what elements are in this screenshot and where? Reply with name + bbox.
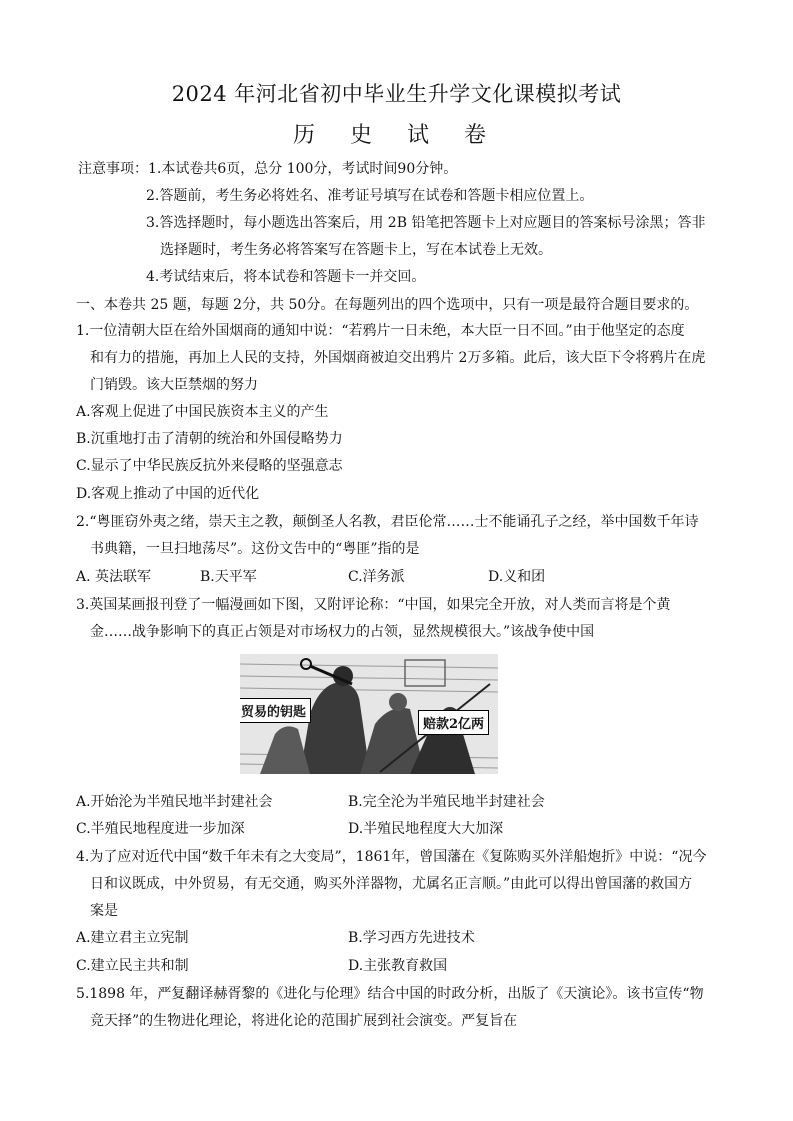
- cartoon-label-trade-key: 贸易的钥匙: [240, 698, 311, 723]
- question-2-option-c: C.洋务派: [348, 569, 405, 585]
- section-heading: 一、本卷共 25 题，每题 2分，共 50分。在每题列出的四个选项中，只有一项是最符合题目要求的。: [76, 297, 699, 313]
- question-5-line: 5.1898 年，严复翻译赫胥黎的《进化与伦理》结合中国的时政分析，出版了《天演论》。该书宣传“物: [76, 986, 704, 1002]
- question-2-line: 2.“粤匪窃外夷之绪，崇天主之教，颠倒圣人名教，君臣伦常……士不能诵孔子之经，举中国数千年诗: [76, 514, 699, 530]
- question-4-option-b: B.学习西方先进技术: [348, 930, 475, 946]
- question-2-line: 书典籍，一旦扫地荡尽”。这份文告中的“粤匪”指的是: [90, 541, 420, 557]
- question-3-line: 3.英国某画报刊登了一幅漫画如下图，又附评论称：“中国，如果完全开放，对人类而言将是个黄: [76, 597, 671, 613]
- question-4-line: 案是: [90, 903, 118, 919]
- question-4-option-d: D.主张教育救国: [348, 958, 448, 974]
- notice-label: 注意事项：: [78, 161, 148, 177]
- question-4-option-c: C.建立民主共和制: [76, 958, 189, 974]
- exam-subtitle: 历 史 试 卷: [293, 123, 500, 148]
- notice-item: 选择题时，考生务必将答案写在答题卡上，写在本试卷上无效。: [160, 242, 552, 258]
- notice-item: 1.本试卷共6页，总分 100分，考试时间90分钟。: [148, 161, 458, 177]
- question-2-option-b: B.天平军: [200, 569, 257, 585]
- political-cartoon-image: [240, 654, 498, 774]
- question-4-line: 日和议既成，中外贸易，有无交通，购买外洋器物，尤属名正言顺。”由此可以得出曾国藩的救国方: [90, 876, 693, 892]
- cartoon-label-indemnity: 赔款2亿两: [418, 710, 489, 735]
- question-3-option-a: A.开始沦为半殖民地半封建社会: [76, 794, 273, 810]
- question-5-line: 竞天择”的生物进化理论，将进化论的范围扩展到社会演变。严复旨在: [90, 1013, 518, 1029]
- question-3-option-c: C.半殖民地程度进一步加深: [76, 821, 245, 837]
- question-1-line: 门销毁。该大臣禁烟的努力: [90, 377, 258, 393]
- question-3-option-b: B.完全沦为半殖民地半封建社会: [348, 794, 545, 810]
- notice-item: 2.答题前，考生务必将姓名、准考证号填写在试卷和答题卡相应位置上。: [146, 188, 594, 204]
- question-2-option-a: A. 英法联军: [76, 569, 152, 585]
- question-1-option-d: D.客观上推动了中国的近代化: [76, 486, 260, 502]
- question-3-option-d: D.半殖民地程度大大加深: [348, 821, 504, 837]
- question-1-line: 1.一位清朝大臣在给外国烟商的通知中说：“若鸦片一日未绝，本大臣一日不回。”由于他坚定的态度: [76, 323, 685, 339]
- exam-title: 2024 年河北省初中毕业生升学文化课模拟考试: [171, 82, 622, 106]
- question-4-option-a: A.建立君主立宪制: [76, 930, 189, 946]
- question-2-option-d: D.义和团: [488, 569, 546, 585]
- question-4-line: 4.为了应对近代中国“数千年未有之大变局”，1861年，曾国藩在《复陈购买外洋船炮折》中说：“况今: [76, 849, 707, 865]
- question-1-option-b: B.沉重地打击了清朝的统治和外国侵略势力: [76, 431, 343, 447]
- question-1-line: 和有力的措施，再加上人民的支持，外国烟商被迫交出鸦片 2万多箱。此后，该大臣下令将鸦片在虎: [90, 350, 706, 366]
- notice-item: 3.答选择题时，每小题选出答案后，用 2B 铅笔把答题卡上对应题目的答案标号涂黑；答非: [146, 215, 706, 231]
- question-1-option-a: A.客观上促进了中国民族资本主义的产生: [76, 404, 329, 420]
- question-3-line: 金……战争影响下的真正占领是对市场权力的占领，显然规模很大。”该战争使中国: [90, 624, 595, 640]
- notice-line-1: [78, 160, 457, 178]
- question-1-option-c: C.显示了中华民族反抗外来侵略的坚强意志: [76, 458, 343, 474]
- notice-item: 4.考试结束后，将本试卷和答题卡一并交回。: [146, 269, 426, 285]
